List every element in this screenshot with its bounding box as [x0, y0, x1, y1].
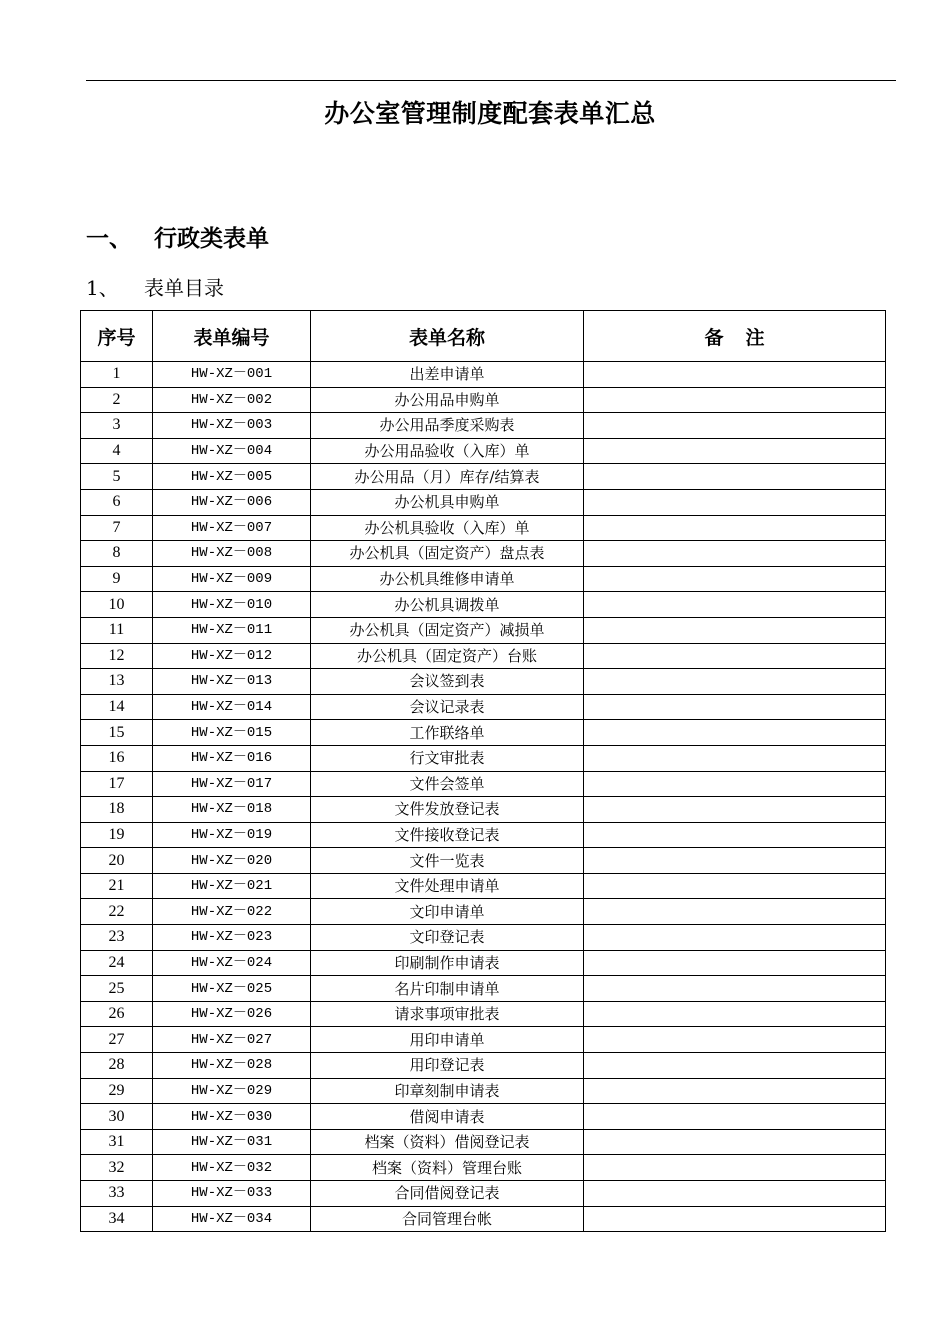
cell-name: 办公机具（固定资产）盘点表 [311, 541, 584, 567]
cell-name: 合同借阅登记表 [311, 1181, 584, 1207]
cell-code: HW-XZ－030 [153, 1104, 311, 1130]
table-row [81, 541, 886, 567]
cell-name: 用印申请单 [311, 1027, 584, 1053]
cell-seq: 6 [81, 489, 153, 515]
cell-remark [584, 1206, 886, 1232]
table-row [81, 1027, 886, 1053]
cell-remark [584, 1104, 886, 1130]
cell-code: HW-XZ－013 [153, 669, 311, 695]
cell-code: HW-XZ－031 [153, 1129, 311, 1155]
cell-name: 出差申请单 [311, 362, 584, 388]
cell-seq: 17 [81, 771, 153, 797]
cell-code: HW-XZ－025 [153, 976, 311, 1002]
section-heading [86, 220, 269, 253]
cell-remark [584, 822, 886, 848]
cell-seq: 15 [81, 720, 153, 746]
cell-seq: 21 [81, 873, 153, 899]
table-row [81, 592, 886, 618]
cell-name: 文印申请单 [311, 899, 584, 925]
cell-code: HW-XZ－007 [153, 515, 311, 541]
cell-seq: 30 [81, 1104, 153, 1130]
cell-code: HW-XZ－002 [153, 387, 311, 413]
cell-name: 请求事项审批表 [311, 1001, 584, 1027]
cell-remark [584, 413, 886, 439]
table-row [81, 362, 886, 388]
cell-code: HW-XZ－028 [153, 1053, 311, 1079]
cell-remark [584, 566, 886, 592]
cell-seq: 32 [81, 1155, 153, 1181]
cell-seq: 14 [81, 694, 153, 720]
cell-remark [584, 694, 886, 720]
table-body [81, 362, 886, 1232]
cell-seq: 24 [81, 950, 153, 976]
table-row [81, 873, 886, 899]
cell-code: HW-XZ－014 [153, 694, 311, 720]
cell-remark [584, 592, 886, 618]
cell-seq: 20 [81, 848, 153, 874]
header-remark: 备注 [584, 311, 886, 362]
document-title: 办公室管理制度配套表单汇总 [324, 99, 656, 128]
table-row [81, 694, 886, 720]
table-row [81, 950, 886, 976]
cell-code: HW-XZ－018 [153, 797, 311, 823]
cell-code: HW-XZ－012 [153, 643, 311, 669]
table-row [81, 464, 886, 490]
cell-code: HW-XZ－003 [153, 413, 311, 439]
table-row [81, 1155, 886, 1181]
table-row [81, 822, 886, 848]
cell-remark [584, 771, 886, 797]
cell-remark [584, 464, 886, 490]
table-row [81, 1129, 886, 1155]
cell-code: HW-XZ－009 [153, 566, 311, 592]
cell-code: HW-XZ－017 [153, 771, 311, 797]
cell-seq: 2 [81, 387, 153, 413]
table-header-row [81, 311, 886, 362]
cell-code: HW-XZ－015 [153, 720, 311, 746]
cell-seq: 4 [81, 438, 153, 464]
table-row [81, 515, 886, 541]
table-row [81, 1181, 886, 1207]
cell-code: HW-XZ－024 [153, 950, 311, 976]
cell-seq: 25 [81, 976, 153, 1002]
cell-remark [584, 745, 886, 771]
cell-code: HW-XZ－021 [153, 873, 311, 899]
cell-code: HW-XZ－022 [153, 899, 311, 925]
cell-seq: 34 [81, 1206, 153, 1232]
table-row [81, 1053, 886, 1079]
table-row [81, 669, 886, 695]
cell-seq: 16 [81, 745, 153, 771]
cell-seq: 19 [81, 822, 153, 848]
cell-name: 用印登记表 [311, 1053, 584, 1079]
cell-seq: 9 [81, 566, 153, 592]
table-row [81, 925, 886, 951]
table-row [81, 899, 886, 925]
cell-code: HW-XZ－034 [153, 1206, 311, 1232]
cell-remark [584, 1027, 886, 1053]
cell-code: HW-XZ－019 [153, 822, 311, 848]
cell-remark [584, 362, 886, 388]
cell-remark [584, 1181, 886, 1207]
cell-name: 办公机具申购单 [311, 489, 584, 515]
cell-name: 文印登记表 [311, 925, 584, 951]
cell-seq: 5 [81, 464, 153, 490]
cell-name: 文件会签单 [311, 771, 584, 797]
cell-code: HW-XZ－006 [153, 489, 311, 515]
cell-code: HW-XZ－016 [153, 745, 311, 771]
table-row [81, 617, 886, 643]
cell-remark [584, 669, 886, 695]
cell-name: 办公机具（固定资产）减损单 [311, 617, 584, 643]
cell-name: 办公用品季度采购表 [311, 413, 584, 439]
cell-remark [584, 438, 886, 464]
form-catalog-table [80, 310, 886, 1232]
cell-remark [584, 925, 886, 951]
table-row [81, 720, 886, 746]
cell-seq: 13 [81, 669, 153, 695]
cell-remark [584, 873, 886, 899]
cell-name: 文件发放登记表 [311, 797, 584, 823]
cell-name: 合同管理台帐 [311, 1206, 584, 1232]
table-row [81, 387, 886, 413]
cell-remark [584, 720, 886, 746]
cell-remark [584, 1155, 886, 1181]
table-row [81, 566, 886, 592]
cell-remark [584, 950, 886, 976]
table-row [81, 1078, 886, 1104]
cell-remark [584, 797, 886, 823]
cell-code: HW-XZ－033 [153, 1181, 311, 1207]
table-row [81, 489, 886, 515]
cell-remark [584, 976, 886, 1002]
cell-code: HW-XZ－004 [153, 438, 311, 464]
cell-name: 办公机具维修申请单 [311, 566, 584, 592]
cell-name: 办公用品（月）库存/结算表 [311, 464, 584, 490]
cell-name: 办公用品验收（入库）单 [311, 438, 584, 464]
subsection-heading [86, 272, 224, 301]
table-row [81, 1104, 886, 1130]
cell-name: 名片印制申请单 [311, 976, 584, 1002]
cell-name: 档案（资料）借阅登记表 [311, 1129, 584, 1155]
cell-code: HW-XZ－005 [153, 464, 311, 490]
cell-remark [584, 899, 886, 925]
subsection-number: 1、 [86, 276, 119, 300]
header-name: 表单名称 [311, 311, 584, 362]
cell-remark [584, 848, 886, 874]
cell-name: 印章刻制申请表 [311, 1078, 584, 1104]
cell-remark [584, 1078, 886, 1104]
cell-name: 文件处理申请单 [311, 873, 584, 899]
cell-name: 行文审批表 [311, 745, 584, 771]
cell-remark [584, 1129, 886, 1155]
cell-seq: 3 [81, 413, 153, 439]
cell-seq: 26 [81, 1001, 153, 1027]
cell-code: HW-XZ－027 [153, 1027, 311, 1053]
table-row [81, 771, 886, 797]
table-row [81, 438, 886, 464]
section-title: 行政类表单 [154, 226, 269, 252]
table-row [81, 413, 886, 439]
cell-remark [584, 1053, 886, 1079]
cell-name: 办公机具（固定资产）台账 [311, 643, 584, 669]
cell-code: HW-XZ－010 [153, 592, 311, 618]
header-rule [86, 80, 896, 81]
cell-seq: 7 [81, 515, 153, 541]
cell-name: 会议记录表 [311, 694, 584, 720]
cell-name: 工作联络单 [311, 720, 584, 746]
cell-name: 借阅申请表 [311, 1104, 584, 1130]
cell-seq: 29 [81, 1078, 153, 1104]
cell-name: 印刷制作申请表 [311, 950, 584, 976]
cell-name: 办公机具验收（入库）单 [311, 515, 584, 541]
cell-remark [584, 489, 886, 515]
cell-name: 文件一览表 [311, 848, 584, 874]
section-number: 一、 [86, 226, 132, 252]
cell-seq: 27 [81, 1027, 153, 1053]
cell-name: 档案（资料）管理台账 [311, 1155, 584, 1181]
table-row [81, 848, 886, 874]
cell-seq: 1 [81, 362, 153, 388]
cell-seq: 22 [81, 899, 153, 925]
cell-remark [584, 617, 886, 643]
cell-code: HW-XZ－032 [153, 1155, 311, 1181]
cell-seq: 8 [81, 541, 153, 567]
table-row [81, 643, 886, 669]
cell-seq: 18 [81, 797, 153, 823]
table-row [81, 1206, 886, 1232]
cell-name: 办公用品申购单 [311, 387, 584, 413]
cell-seq: 10 [81, 592, 153, 618]
cell-remark [584, 1001, 886, 1027]
cell-seq: 11 [81, 617, 153, 643]
cell-remark [584, 643, 886, 669]
table-row [81, 976, 886, 1002]
cell-seq: 28 [81, 1053, 153, 1079]
cell-remark [584, 515, 886, 541]
cell-remark [584, 541, 886, 567]
table-row [81, 745, 886, 771]
cell-seq: 12 [81, 643, 153, 669]
cell-seq: 33 [81, 1181, 153, 1207]
cell-name: 文件接收登记表 [311, 822, 584, 848]
cell-code: HW-XZ－029 [153, 1078, 311, 1104]
table-row [81, 797, 886, 823]
cell-code: HW-XZ－026 [153, 1001, 311, 1027]
cell-code: HW-XZ－008 [153, 541, 311, 567]
cell-code: HW-XZ－011 [153, 617, 311, 643]
cell-code: HW-XZ－020 [153, 848, 311, 874]
cell-remark [584, 387, 886, 413]
header-code: 表单编号 [153, 311, 311, 362]
cell-code: HW-XZ－023 [153, 925, 311, 951]
subsection-title: 表单目录 [144, 276, 224, 300]
cell-name: 会议签到表 [311, 669, 584, 695]
cell-seq: 31 [81, 1129, 153, 1155]
header-seq: 序号 [81, 311, 153, 362]
table-row [81, 1001, 886, 1027]
cell-code: HW-XZ－001 [153, 362, 311, 388]
cell-name: 办公机具调拨单 [311, 592, 584, 618]
cell-seq: 23 [81, 925, 153, 951]
